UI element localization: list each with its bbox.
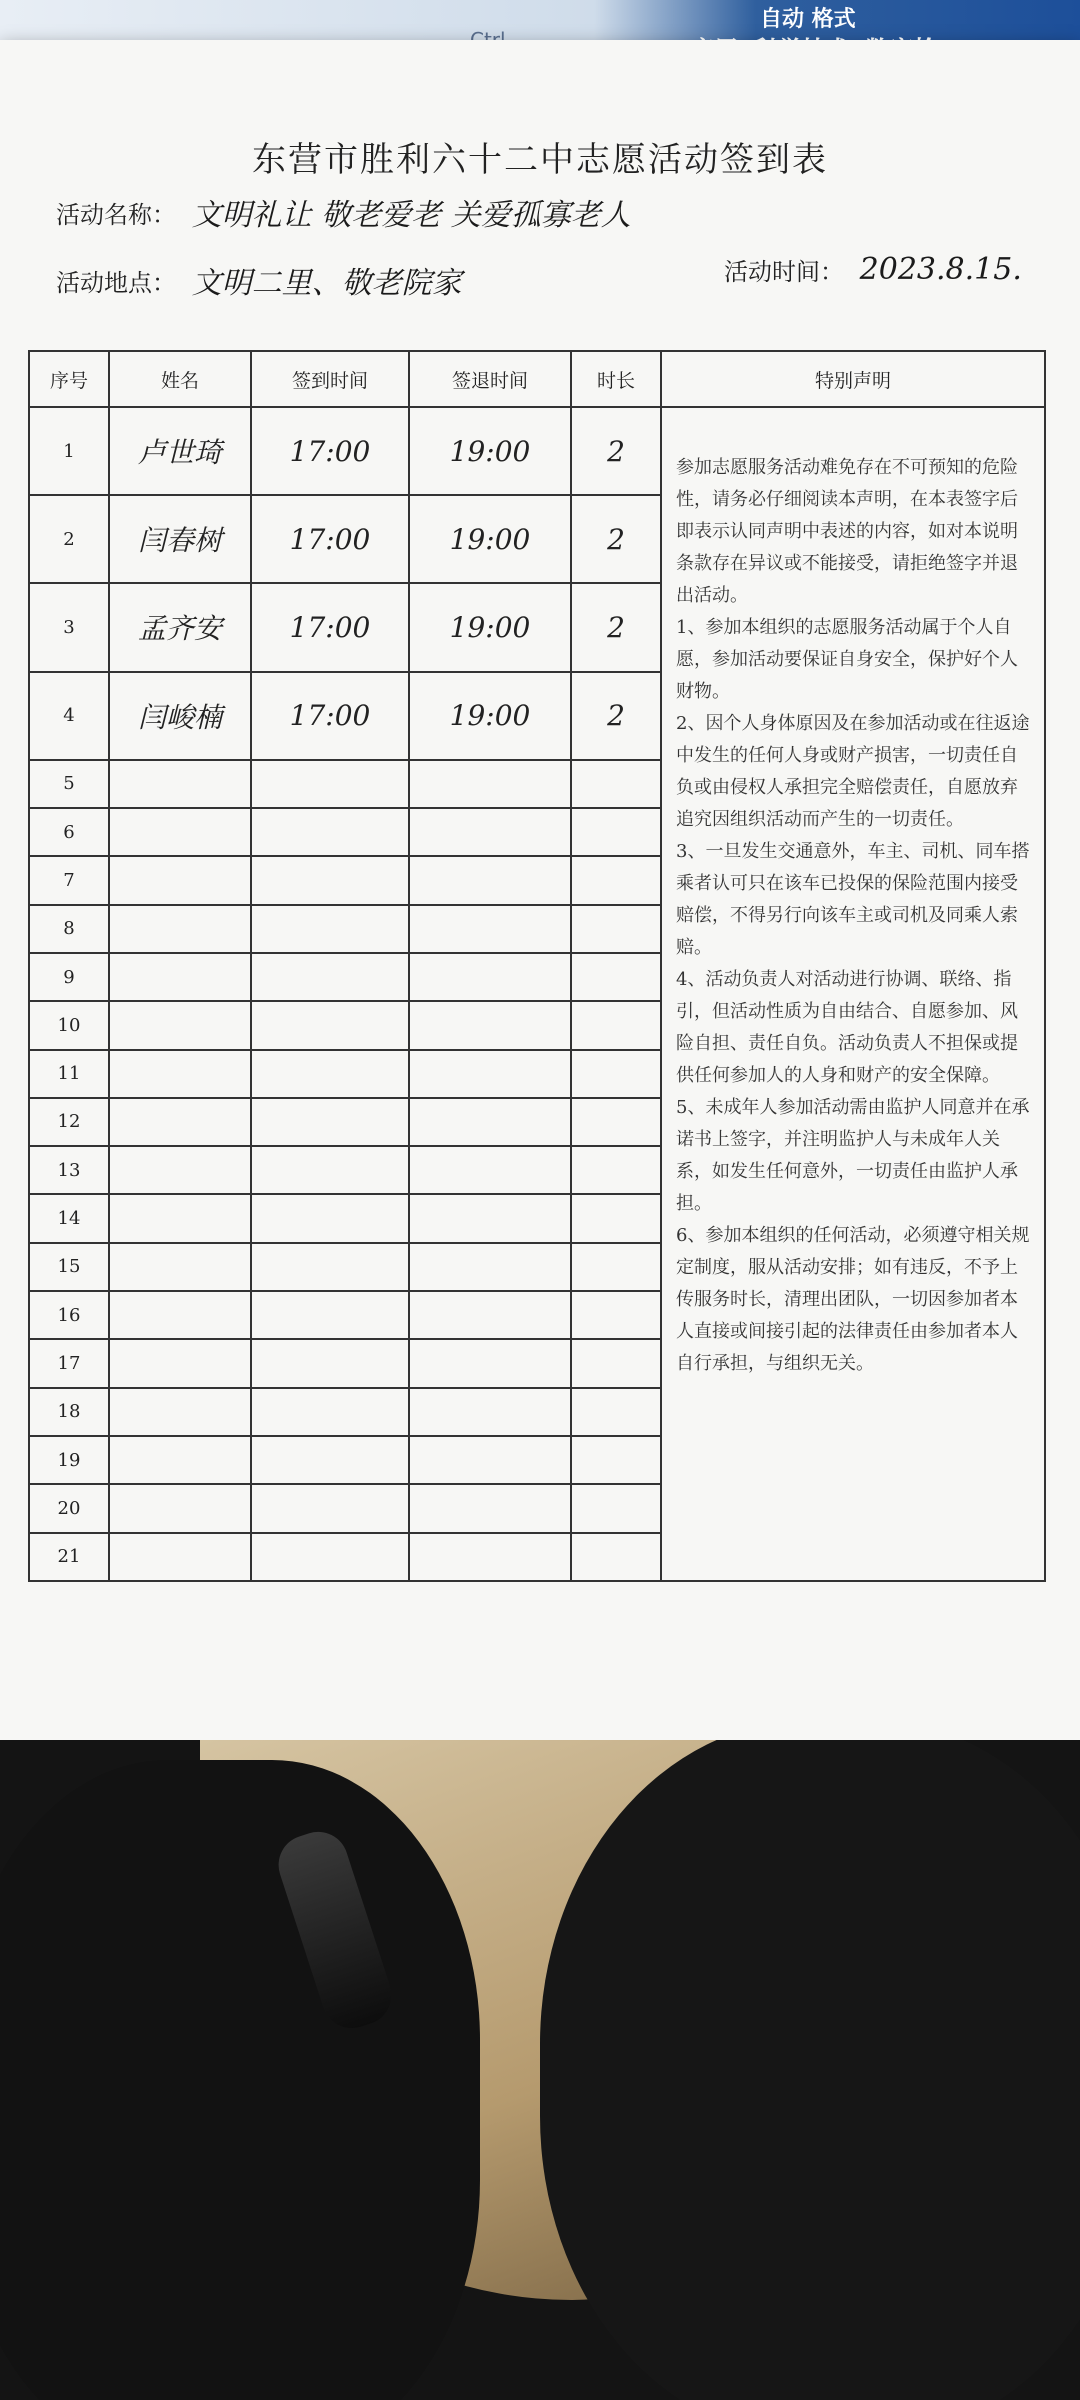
row-name: 卢世琦 — [109, 407, 251, 495]
row-sign-out — [409, 1243, 571, 1291]
row-hours: 2 — [571, 407, 661, 495]
row-sign-in: 17:00 — [251, 495, 409, 583]
notice-paragraph: 3、一旦发生交通意外，车主、司机、同车搭乘者认可只在该车已投保的保险范围内接受赔偿，不得另行向该车主或司机及同乘人索赔。 — [676, 841, 1030, 958]
row-number: 19 — [29, 1436, 109, 1484]
row-hours — [571, 1243, 661, 1291]
header-no: 序号 — [29, 351, 109, 407]
time-row — [724, 252, 1022, 287]
row-name — [109, 1291, 251, 1339]
location-label: 活动地点： — [56, 268, 176, 297]
row-sign-out — [409, 1194, 571, 1242]
row-hours — [571, 1194, 661, 1242]
row-number: 9 — [29, 953, 109, 1001]
row-sign-out: 19:00 — [409, 407, 571, 495]
row-hours: 2 — [571, 495, 661, 583]
row-number: 17 — [29, 1339, 109, 1387]
row-sign-in — [251, 1050, 409, 1098]
row-sign-out — [409, 1388, 571, 1436]
row-name — [109, 1146, 251, 1194]
notice-paragraph: 5、未成年人参加活动需由监护人同意并在承诺书上签字，并注明监护人与未成年人关系，如发生任何意外，一切责任由监护人承担。 — [676, 1097, 1030, 1214]
row-sign-in — [251, 1243, 409, 1291]
row-hours — [571, 856, 661, 904]
row-sign-in — [251, 1291, 409, 1339]
row-name — [109, 1484, 251, 1532]
notice-paragraph: 参加志愿服务活动难免存在不可预知的危险性，请务必仔细阅读本声明，在本表签字后即表示认同声明中表述的内容，如对本说明条款存在异议或不能接受，请拒绝签字并退出活动。 — [676, 457, 1018, 606]
row-sign-in — [251, 1533, 409, 1582]
notice-paragraph: 1、参加本组织的志愿服务活动属于个人自愿，参加活动要保证自身安全，保护好个人财物。 — [676, 617, 1018, 702]
row-sign-in — [251, 1388, 409, 1436]
row-name — [109, 808, 251, 856]
row-hours — [571, 905, 661, 953]
row-sign-out — [409, 808, 571, 856]
row-name — [109, 1050, 251, 1098]
row-sign-out — [409, 1050, 571, 1098]
row-sign-out — [409, 1533, 571, 1582]
row-number: 8 — [29, 905, 109, 953]
row-name — [109, 1533, 251, 1582]
row-number: 10 — [29, 1001, 109, 1049]
row-hours — [571, 1001, 661, 1049]
row-number: 18 — [29, 1388, 109, 1436]
notice-paragraph: 6、参加本组织的任何活动，必须遵守相关规定制度，服从活动安排；如有违反，不予上传服务时长，清理出团队，一切因参加者本人直接或间接引起的法律责任由参加者本人自行承担，与组织无关。 — [676, 1225, 1030, 1374]
row-sign-out: 19:00 — [409, 672, 571, 760]
row-sign-in — [251, 1436, 409, 1484]
row-name — [109, 1243, 251, 1291]
notice-paragraph: 2、因个人身体原因及在参加活动或在往返途中发生的任何人身或财产损害，一切责任自负或由侵权人承担完全赔偿责任，自愿放弃追究因组织活动而产生的一切责任。 — [676, 713, 1030, 830]
row-name: 孟齐安 — [109, 583, 251, 671]
row-name — [109, 1436, 251, 1484]
row-sign-in — [251, 905, 409, 953]
row-name — [109, 1001, 251, 1049]
row-name — [109, 953, 251, 1001]
row-number: 2 — [29, 495, 109, 583]
row-sign-in — [251, 856, 409, 904]
row-number: 4 — [29, 672, 109, 760]
row-hours — [571, 1533, 661, 1582]
row-sign-in: 17:00 — [251, 407, 409, 495]
row-hours — [571, 1291, 661, 1339]
header-name: 姓名 — [109, 351, 251, 407]
time-label: 活动时间： — [724, 258, 844, 286]
row-name — [109, 1388, 251, 1436]
row-name — [109, 1194, 251, 1242]
row-number: 7 — [29, 856, 109, 904]
table-row — [29, 407, 1045, 495]
table-header-row — [29, 351, 1045, 407]
row-hours — [571, 1098, 661, 1146]
row-name — [109, 856, 251, 904]
row-number: 13 — [29, 1146, 109, 1194]
row-sign-in — [251, 1484, 409, 1532]
row-name — [109, 1339, 251, 1387]
row-sign-out: 19:00 — [409, 495, 571, 583]
notice-paragraph: 4、活动负责人对活动进行协调、联络、指引，但活动性质为自由结合、自愿参加、风险自担、责任自负。活动负责人不担保或提供任何参加人的人身和财产的安全保障。 — [676, 969, 1018, 1086]
row-hours — [571, 1388, 661, 1436]
desk-background — [0, 1740, 1080, 2400]
header-sign-out: 签退时间 — [409, 351, 571, 407]
activity-name-row — [56, 190, 631, 234]
paper-sheet — [0, 40, 1080, 1740]
row-number: 3 — [29, 583, 109, 671]
row-number: 20 — [29, 1484, 109, 1532]
row-sign-out — [409, 1001, 571, 1049]
row-number: 15 — [29, 1243, 109, 1291]
row-name — [109, 905, 251, 953]
dark-fabric-left — [0, 1760, 480, 2400]
time-value: 2023.8.15. — [859, 252, 1022, 287]
row-sign-out — [409, 856, 571, 904]
row-hours — [571, 953, 661, 1001]
row-sign-in — [251, 808, 409, 856]
sign-in-table — [28, 350, 1046, 1582]
row-hours — [571, 1339, 661, 1387]
row-hours — [571, 808, 661, 856]
location-value: 文明二里、敬老院家 — [191, 266, 462, 301]
row-sign-in — [251, 1339, 409, 1387]
dark-fabric-right — [540, 1740, 1080, 2400]
row-number: 1 — [29, 407, 109, 495]
row-sign-in — [251, 953, 409, 1001]
row-sign-out — [409, 760, 571, 808]
header-sign-in: 签到时间 — [251, 351, 409, 407]
row-number: 6 — [29, 808, 109, 856]
app-text-secondary: 自动 格式 — [760, 7, 856, 32]
header-notice: 特别声明 — [661, 351, 1045, 407]
row-name: 闫春树 — [109, 495, 251, 583]
row-hours — [571, 1050, 661, 1098]
activity-name-label: 活动名称： — [56, 200, 176, 229]
row-sign-out — [409, 905, 571, 953]
row-hours: 2 — [571, 583, 661, 671]
row-hours — [571, 760, 661, 808]
row-sign-out — [409, 1339, 571, 1387]
row-hours — [571, 1484, 661, 1532]
row-sign-in — [251, 1098, 409, 1146]
row-number: 5 — [29, 760, 109, 808]
row-number: 11 — [29, 1050, 109, 1098]
row-hours — [571, 1436, 661, 1484]
row-sign-out — [409, 953, 571, 1001]
row-number: 21 — [29, 1533, 109, 1582]
header-duration: 时长 — [571, 351, 661, 407]
row-sign-out — [409, 1484, 571, 1532]
location-row — [56, 258, 462, 302]
row-sign-out — [409, 1436, 571, 1484]
activity-name-value: 文明礼让 敬老爱老 关爱孤寡老人 — [191, 198, 631, 233]
row-sign-out: 19:00 — [409, 583, 571, 671]
row-sign-out — [409, 1098, 571, 1146]
row-sign-in: 17:00 — [251, 672, 409, 760]
row-hours: 2 — [571, 672, 661, 760]
row-name — [109, 1098, 251, 1146]
row-name: 闫峻楠 — [109, 672, 251, 760]
special-notice — [661, 407, 1045, 1581]
row-sign-in: 17:00 — [251, 583, 409, 671]
row-sign-in — [251, 1001, 409, 1049]
row-sign-out — [409, 1291, 571, 1339]
row-number: 14 — [29, 1194, 109, 1242]
row-number: 12 — [29, 1098, 109, 1146]
row-sign-in — [251, 760, 409, 808]
row-hours — [571, 1146, 661, 1194]
row-name — [109, 760, 251, 808]
row-sign-in — [251, 1146, 409, 1194]
row-sign-out — [409, 1146, 571, 1194]
row-sign-in — [251, 1194, 409, 1242]
row-number: 16 — [29, 1291, 109, 1339]
form-title: 东营市胜利六十二中志愿活动签到表 — [252, 140, 828, 180]
